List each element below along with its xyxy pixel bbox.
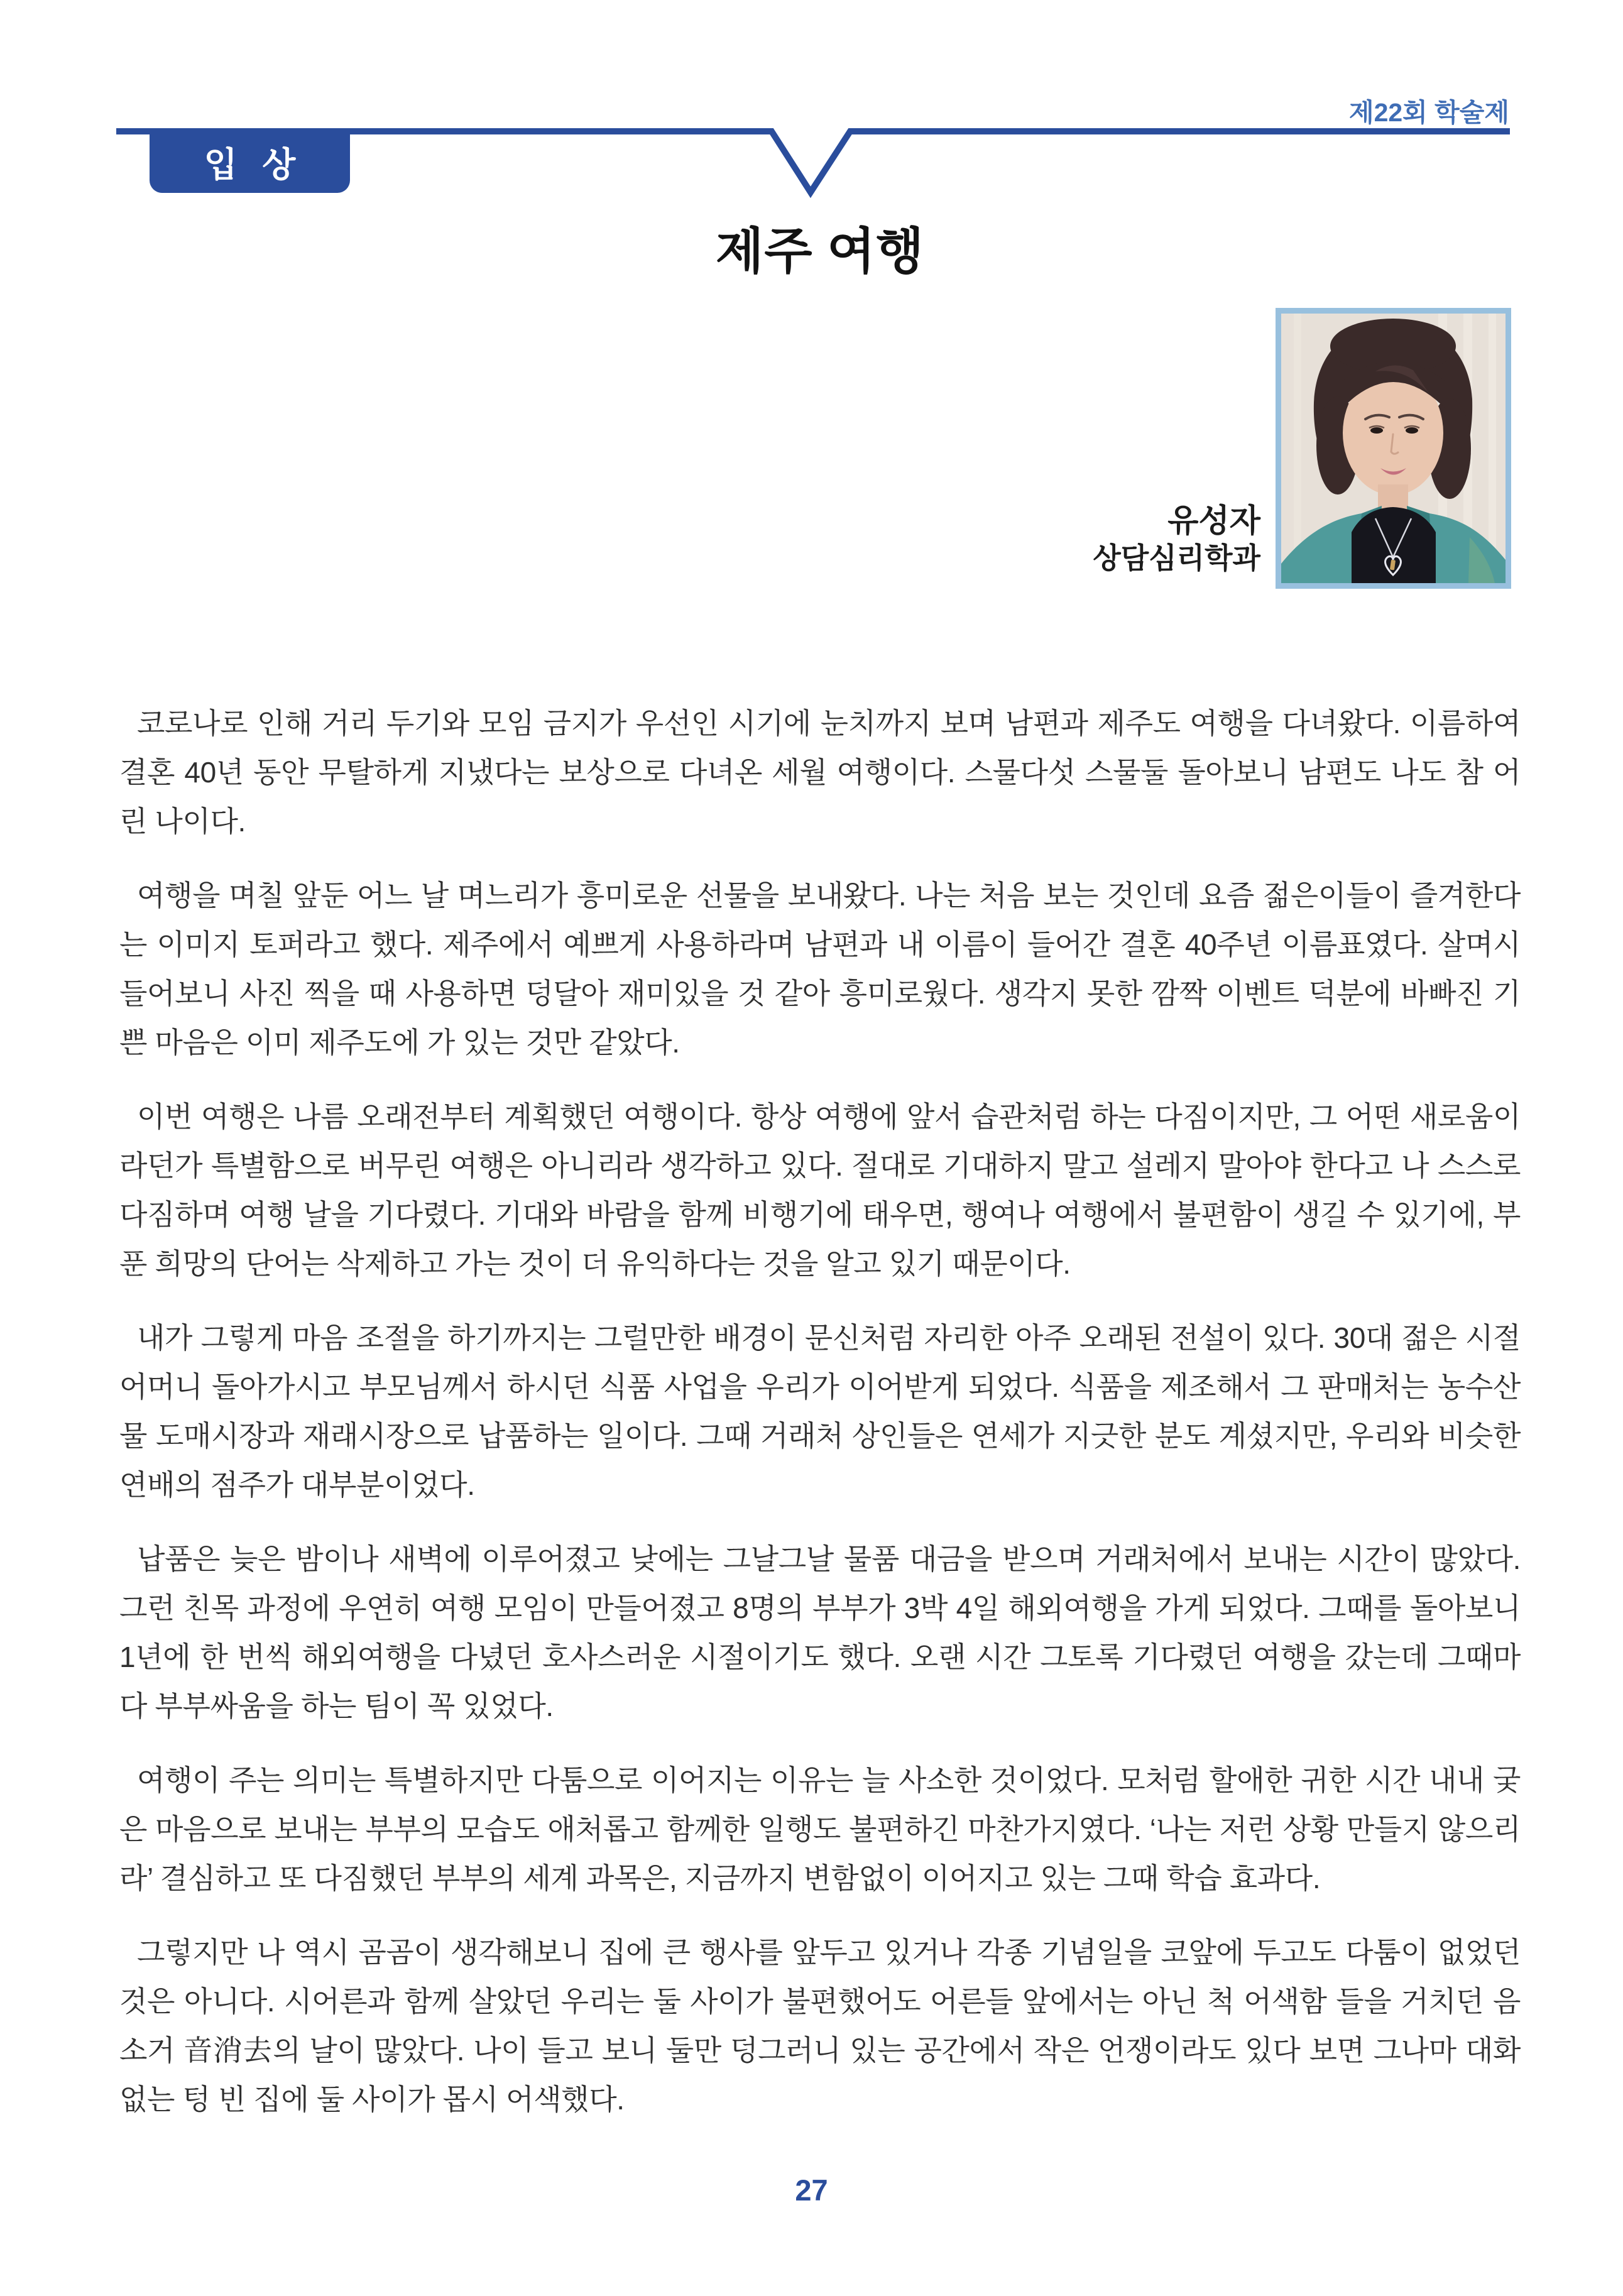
author-name: 유성자 [1167,503,1260,538]
portrait-illustration [1281,314,1506,583]
award-badge [150,130,350,193]
essay-paragraph: 내가 그렇게 마음 조절을 하기까지는 그럴만한 배경이 문신처럼 자리한 아주 오래된 전설이 있다. 30대 젊은 시절 어머니 돌아가시고 부모님께서 하시던 식품 사업을 우리가 이어받게 되었다. 식품을 제조해서 그 판매처는 농수산물 도매시장과 재래시장으로 납품하는 일이다. 그때 거래처 상인들은 연세가 지긋한 분도 계셨지만, 우리와 비슷한 연배의 점주가 대부분이었다. [119,1321,1521,1501]
edition-label: 제22회 학술제 [1348,98,1509,127]
author-photo [1276,308,1511,589]
essay-paragraph: 납품은 늦은 밤이나 새벽에 이루어졌고 낮에는 그날그날 물품 대금을 받으며 거래처에서 보내는 시간이 많았다. 그런 친목 과정에 우연히 여행 모임이 만들어졌고 8명의 부부가 3박 4일 해외여행을 가게 되었다. 그때를 돌아보니 1년에 한 번씩 해외여행을 다녔던 호사스러운 시절이기도 했다. 오랜 시간 그토록 기다렸던 여행을 갔는데 그때마다 부부싸움을 하는 팀이 꼭 있었다. [119,1543,1521,1722]
author-department: 상담심리학과 [1093,542,1260,574]
author-block [1093,501,1260,576]
essay-paragraph: 여행을 며칠 앞둔 어느 날 며느리가 흥미로운 선물을 보내왔다. 나는 처음 보는 것인데 요즘 젊은이들이 즐겨한다는 이미지 토퍼라고 했다. 제주에서 예쁘게 사용하라며 남편과 내 이름이 들어간 결혼 40주년 이름표였다. 살며시 들어보니 사진 찍을 때 사용하면 덩달아 재미있을 것 같아 흥미로웠다. 생각지 못한 깜짝 이벤트 덕분에 바빠진 기쁜 마음은 이미 제주도에 가 있는 것만 같았다. [119,879,1521,1059]
essay-body [119,699,1521,2149]
essay-paragraph: 여행이 주는 의미는 특별하지만 다툼으로 이어지는 이유는 늘 사소한 것이었다. 모처럼 할애한 귀한 시간 내내 궂은 마음으로 보내는 부부의 모습도 애처롭고 함께한 일행도 불편하긴 마찬가지였다. ‘나는 저런 상황 만들지 않으리라’ 결심하고 또 다짐했던 부부의 세계 과목은, 지금까지 변함없이 이어지고 있는 그때 학습 효과다. [119,1764,1521,1894]
essay-paragraph: 코로나로 인해 거리 두기와 모임 금지가 우선인 시기에 눈치까지 보며 남편과 제주도 여행을 다녀왔다. 이름하여 결혼 40년 동안 무탈하게 지냈다는 보상으로 다녀온 세월 여행이다. 스물다섯 스물둘 돌아보니 남편도 나도 참 어린 나이다. [119,707,1521,838]
award-badge-label: 입 상 [204,145,303,184]
essay-paragraph: 그렇지만 나 역시 곰곰이 생각해보니 집에 큰 행사를 앞두고 있거나 각종 기념일을 코앞에 두고도 다툼이 없었던 것은 아니다. 시어른과 함께 살았던 우리는 둘 사이가 불편했어도 어른들 앞에서는 아닌 척 어색함 들을 거치던 음소거 音消去의 날이 많았다. 나이 들고 보니 둘만 덩그러니 있는 공간에서 작은 언쟁이라도 있다 보면 그나마 대화 없는 텅 빈 집에 둘 사이가 몹시 어색했다. [119,1936,1521,2116]
page-title: 제주 여행 [715,223,925,279]
page-number: 27 [795,2173,828,2207]
essay-paragraph: 이번 여행은 나름 오래전부터 계획했던 여행이다. 항상 여행에 앞서 습관처럼 하는 다짐이지만, 그 어떤 새로움이라던가 특별함으로 버무린 여행은 아니리라 생각하고 있다. 절대로 기대하지 말고 설레지 말아야 한다고 나 스스로 다짐하며 여행 날을 기다렸다. 기대와 바람을 함께 비행기에 태우면, 행여나 여행에서 불편함이 생길 수 있기에, 부푼 희망의 단어는 삭제하고 가는 것이 더 유익하다는 것을 알고 있기 때문이다. [119,1100,1521,1280]
